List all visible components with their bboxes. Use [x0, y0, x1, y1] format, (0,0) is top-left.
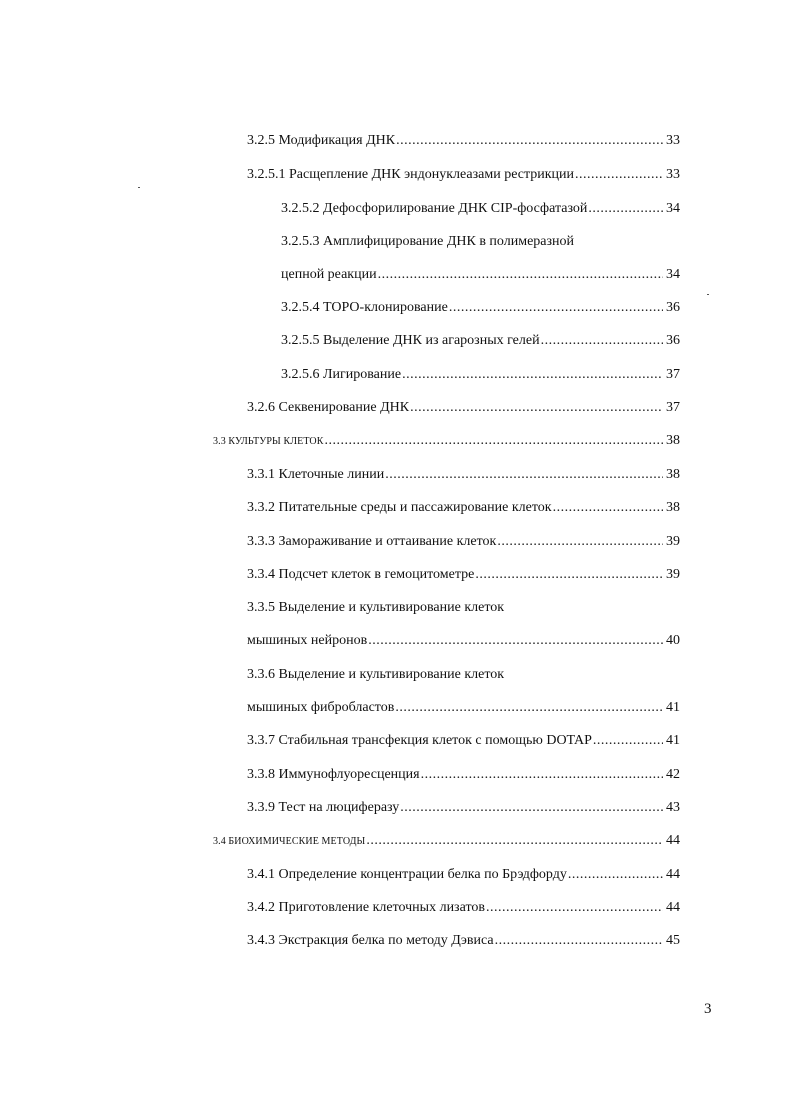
toc-entry [247, 632, 680, 650]
toc-entry [281, 366, 680, 384]
toc-entry [247, 399, 680, 417]
toc-entry-page: 42 [666, 767, 680, 782]
toc-entry-page: 44 [666, 867, 680, 882]
toc-entry [247, 866, 680, 884]
toc-entry [247, 732, 680, 750]
toc-leader-dots [593, 732, 663, 750]
toc-entry-page: 39 [666, 567, 680, 582]
toc-section-entry [213, 832, 680, 851]
toc-entry [247, 799, 680, 817]
toc-leader-dots [368, 632, 663, 650]
toc-leader-dots [395, 699, 663, 717]
page-number: 3 [704, 1001, 712, 1017]
toc-entry-page: 36 [666, 333, 680, 348]
toc-leader-dots [410, 399, 663, 417]
toc-entry-title: 3.3.4 Подсчет клеток в гемоцитометре [247, 567, 475, 582]
toc-entry-page: 38 [666, 433, 680, 448]
toc-entry-title: 3.3.2 Питательные среды и пассажирование клеток [247, 500, 552, 515]
toc-entry-title: 3.3.1 Клеточные линии [247, 467, 385, 482]
toc-entry-title: 3.2.5.1 Расщепление ДНК эндонуклеазами рестрикции [247, 167, 575, 182]
toc-entry-title: 3.3.9 Тест на люциферазу [247, 800, 400, 815]
toc-entry [247, 932, 680, 950]
toc-entry-page: 39 [666, 534, 680, 549]
toc-entry-title: 3.2.5.3 Амплифицирование ДНК в полимеразной [281, 234, 575, 249]
toc-entry-page: 45 [666, 933, 680, 948]
toc-entry-page: 44 [666, 833, 680, 848]
toc-leader-dots [421, 766, 663, 784]
toc-section-title: 3.4 БИОХИМИЧЕСКИЕ МЕТОДЫ [213, 836, 366, 847]
toc-entry-page: 38 [666, 500, 680, 515]
toc-entry-title: 3.4.2 Приготовление клеточных лизатов [247, 900, 485, 915]
toc-entry [247, 566, 680, 584]
toc-entry-title: 3.3.6 Выделение и культивирование клеток [247, 667, 505, 682]
toc-entry-title: 3.3.7 Стабильная трансфекция клеток с помощью DOTAP [247, 733, 592, 748]
toc-leader-dots [400, 799, 663, 817]
toc-leader-dots [449, 299, 663, 317]
toc-leader-dots [366, 832, 663, 850]
toc-section-title: 3.3 КУЛЬТУРЫ КЛЕТОК [213, 436, 324, 447]
toc-entry-title: 3.3.8 Иммунофлуоресценция [247, 767, 420, 782]
scan-speck [138, 187, 140, 188]
toc-entry-page: 40 [666, 633, 680, 648]
toc-entry-page: 34 [666, 267, 680, 282]
toc-entry-page: 34 [666, 201, 680, 216]
toc-entry [247, 499, 680, 517]
toc-entry [247, 699, 680, 717]
toc-leader-dots [541, 332, 663, 350]
toc-entry [247, 466, 680, 484]
toc-leader-dots [385, 466, 663, 484]
toc-entry [247, 899, 680, 917]
toc-entry [247, 766, 680, 784]
toc-entry-title: мышиных нейронов [247, 633, 368, 648]
toc-entry [247, 132, 680, 150]
toc-entry-page: 33 [666, 167, 680, 182]
toc-entry-page: 37 [666, 367, 680, 382]
toc-leader-dots [575, 166, 663, 184]
toc-entry-title: 3.4.1 Определение концентрации белка по Брэдфорду [247, 867, 567, 882]
toc-entry-page: 33 [666, 133, 680, 148]
toc-leader-dots [325, 432, 664, 450]
toc-leader-dots [378, 266, 663, 284]
toc-entry-title: цепной реакции [281, 267, 377, 282]
toc-entry [247, 533, 680, 551]
toc-entry-title: 3.2.6 Секвенирование ДНК [247, 400, 410, 415]
toc-entry-title: 3.2.5.5 Выделение ДНК из агарозных гелей [281, 333, 540, 348]
toc-entry-title: мышиных фибробластов [247, 700, 395, 715]
toc-entry-title: 3.2.5 Модификация ДНК [247, 133, 396, 148]
toc-entry-title: 3.3.3 Замораживание и оттаивание клеток [247, 534, 497, 549]
toc-leader-dots [475, 566, 663, 584]
toc-entry-title: 3.4.3 Экстракция белка по методу Дэвиса [247, 933, 494, 948]
toc-entry [281, 200, 680, 218]
toc-entry [281, 332, 680, 350]
toc-entry [247, 166, 680, 184]
toc-entry-page: 44 [666, 900, 680, 915]
toc-leader-dots [486, 899, 663, 917]
toc-leader-dots [497, 533, 663, 551]
toc-entry-page: 43 [666, 800, 680, 815]
toc-section-entry [213, 432, 680, 451]
toc-entry-title: 3.2.5.6 Лигирование [281, 367, 402, 382]
toc-leader-dots [495, 932, 663, 950]
toc-leader-dots [396, 132, 663, 150]
toc-leader-dots [568, 866, 663, 884]
toc-entry [281, 299, 680, 317]
toc-leader-dots [588, 200, 663, 218]
toc-entry-page: 36 [666, 300, 680, 315]
toc-entry-page: 41 [666, 733, 680, 748]
toc-entry-page: 41 [666, 700, 680, 715]
toc-leader-dots [553, 499, 663, 517]
toc-entry [281, 266, 680, 284]
toc-entry-title: 3.3.5 Выделение и культивирование клеток [247, 600, 505, 615]
toc-entry-page: 38 [666, 467, 680, 482]
toc-entry-page: 37 [666, 400, 680, 415]
scan-speck [707, 294, 709, 295]
toc-entry-title: 3.2.5.2 Дефосфорилирование ДНК CIP-фосфатазой [281, 201, 588, 216]
toc-entry-title: 3.2.5.4 ТОРО-клонирование [281, 300, 448, 315]
toc-leader-dots [402, 366, 663, 384]
